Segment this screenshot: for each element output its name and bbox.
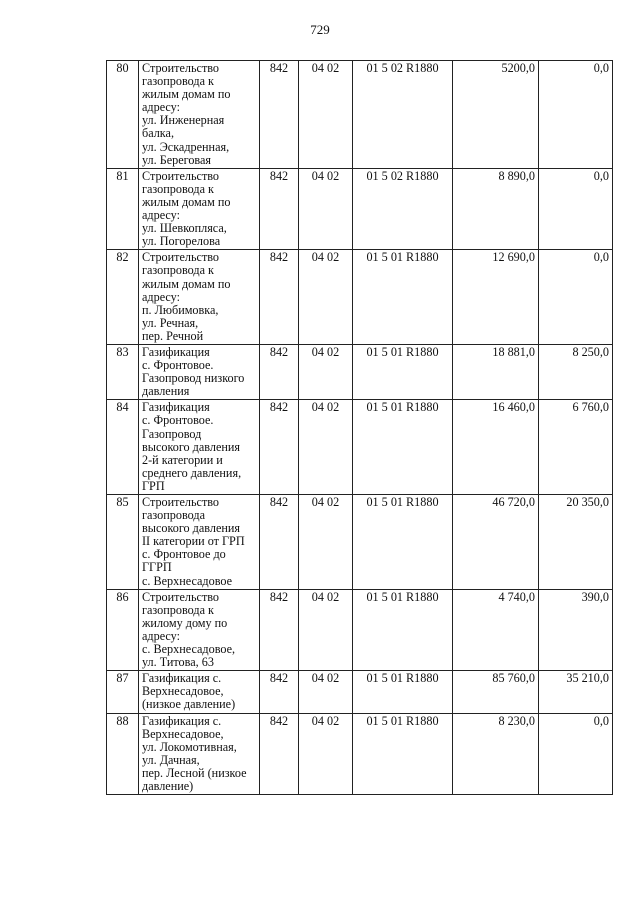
ministry-code-cell: 842 — [260, 250, 299, 345]
object-name-line: газопровода к — [142, 602, 214, 617]
object-name-line: высокого давления — [142, 439, 241, 454]
object-name-line: ул. Речная, — [142, 315, 199, 330]
amount-total-cell: 18 881,0 — [453, 344, 539, 399]
object-name-line: пер. Лесной (низкое — [142, 765, 247, 780]
object-name-line: 2-й категории и — [142, 452, 223, 467]
table-body — [107, 61, 613, 795]
object-name-line: адресу: — [142, 208, 180, 223]
ministry-code-cell: 842 — [260, 168, 299, 250]
target-code-cell: 01 5 01 R1880 — [353, 250, 453, 345]
section-code-cell: 04 02 — [299, 589, 353, 671]
object-name-line: газопровода к — [142, 263, 214, 278]
object-name-line: давления — [142, 384, 190, 399]
object-name-line: балка, — [142, 126, 174, 141]
amount-total-cell: 16 460,0 — [453, 400, 539, 495]
table-row — [107, 168, 613, 250]
object-name-line: ул. Дачная, — [142, 752, 200, 767]
row-number-cell: 87 — [107, 671, 139, 713]
table-row — [107, 344, 613, 399]
ministry-code-cell: 842 — [260, 400, 299, 495]
object-name-cell — [139, 344, 260, 399]
object-name-line: ул. Береговая — [142, 152, 212, 167]
row-number-cell: 84 — [107, 400, 139, 495]
amount-federal-cell: 6 760,0 — [539, 400, 613, 495]
section-code-cell: 04 02 — [299, 168, 353, 250]
object-name-line: ГГРП — [142, 560, 172, 575]
object-name-line: Газопровод — [142, 426, 202, 441]
table-row — [107, 589, 613, 671]
object-name-line: Газопровод низкого — [142, 371, 245, 386]
row-number-cell: 88 — [107, 713, 139, 795]
object-name-line: Строительство — [142, 589, 220, 604]
amount-total-cell: 85 760,0 — [453, 671, 539, 713]
object-name-line: ул. Титова, 63 — [142, 655, 214, 670]
object-name-cell — [139, 61, 260, 169]
object-name-line: жилому дому по — [142, 615, 228, 630]
object-name-line: Строительство — [142, 495, 220, 509]
amount-total-cell: 8 230,0 — [453, 713, 539, 795]
object-name-line: Верхнесадовое, — [142, 726, 224, 741]
object-name-line: Газификация — [142, 400, 210, 415]
target-code-cell: 01 5 01 R1880 — [353, 400, 453, 495]
object-name-line: Газификация с. — [142, 671, 222, 686]
amount-federal-cell: 0,0 — [539, 61, 613, 169]
amount-federal-cell: 0,0 — [539, 168, 613, 250]
object-name-line: жилым домам по — [142, 87, 231, 102]
section-code-cell: 04 02 — [299, 400, 353, 495]
section-code-cell: 04 02 — [299, 671, 353, 713]
object-name-line: с. Фронтовое. — [142, 358, 214, 373]
object-name-line: адресу: — [142, 289, 180, 304]
object-name-cell — [139, 400, 260, 495]
amount-federal-cell: 20 350,0 — [539, 495, 613, 590]
ministry-code-cell: 842 — [260, 589, 299, 671]
object-name-cell — [139, 168, 260, 250]
row-number-cell: 81 — [107, 168, 139, 250]
table-row — [107, 671, 613, 713]
amount-total-cell: 12 690,0 — [453, 250, 539, 345]
row-number-cell: 85 — [107, 495, 139, 590]
row-number-cell: 80 — [107, 61, 139, 169]
target-code-cell: 01 5 01 R1880 — [353, 495, 453, 590]
object-name-line: Строительство — [142, 250, 220, 265]
ministry-code-cell: 842 — [260, 495, 299, 590]
object-name-line: с. Верхнесадовое, — [142, 642, 236, 657]
page-number: 729 — [310, 22, 330, 37]
amount-total-cell: 5200,0 — [453, 61, 539, 169]
amount-federal-cell: 0,0 — [539, 713, 613, 795]
target-code-cell: 01 5 01 R1880 — [353, 589, 453, 671]
object-name-line: п. Любимовка, — [142, 302, 219, 317]
amount-total-cell: 46 720,0 — [453, 495, 539, 590]
target-code-cell: 01 5 01 R1880 — [353, 344, 453, 399]
target-code-cell: 01 5 02 R1880 — [353, 168, 453, 250]
table-row — [107, 495, 613, 590]
object-name-cell — [139, 589, 260, 671]
object-name-line: газопровода к — [142, 74, 214, 89]
section-code-cell: 04 02 — [299, 495, 353, 590]
object-name-line: газопровода — [142, 508, 205, 523]
object-name-line: Строительство — [142, 61, 220, 75]
object-name-cell — [139, 495, 260, 590]
object-name-line: среднего давления, — [142, 465, 242, 480]
section-code-cell: 04 02 — [299, 250, 353, 345]
object-name-line: ул. Эскадренная, — [142, 139, 230, 154]
object-name-line: пер. Речной — [142, 328, 204, 343]
amount-total-cell: 4 740,0 — [453, 589, 539, 671]
table-row — [107, 61, 613, 169]
object-name-line: высокого давления — [142, 521, 241, 536]
target-code-cell: 01 5 02 R1880 — [353, 61, 453, 169]
object-name-line: жилым домам по — [142, 276, 231, 291]
object-name-line: с. Фронтовое. — [142, 413, 214, 428]
section-code-cell: 04 02 — [299, 713, 353, 795]
table-row — [107, 250, 613, 345]
object-name-line: Верхнесадовое, — [142, 684, 224, 699]
object-name-line: ГРП — [142, 478, 165, 493]
amount-federal-cell: 35 210,0 — [539, 671, 613, 713]
table-row — [107, 713, 613, 795]
object-name-line: с. Верхнесадовое — [142, 573, 233, 588]
amount-total-cell: 8 890,0 — [453, 168, 539, 250]
object-name-line: адресу: — [142, 628, 180, 643]
object-name-line: адресу: — [142, 100, 180, 115]
object-name-line: II категории от ГРП — [142, 534, 245, 549]
ministry-code-cell: 842 — [260, 344, 299, 399]
table-row — [107, 400, 613, 495]
target-code-cell: 01 5 01 R1880 — [353, 671, 453, 713]
object-name-line: ул. Шевкопляса, — [142, 221, 227, 236]
section-code-cell: 04 02 — [299, 344, 353, 399]
budget-table — [106, 60, 613, 795]
object-name-line: ул. Погорелова — [142, 234, 221, 249]
object-name-line: жилым домам по — [142, 194, 231, 209]
object-name-line: давление) — [142, 778, 194, 793]
ministry-code-cell: 842 — [260, 713, 299, 795]
object-name-line: Строительство — [142, 168, 220, 183]
ministry-code-cell: 842 — [260, 671, 299, 713]
object-name-line: газопровода к — [142, 181, 214, 196]
row-number-cell: 82 — [107, 250, 139, 345]
object-name-line: Газификация с. — [142, 713, 222, 728]
object-name-line: ул. Инженерная — [142, 113, 225, 128]
amount-federal-cell: 0,0 — [539, 250, 613, 345]
target-code-cell: 01 5 01 R1880 — [353, 713, 453, 795]
object-name-line: Газификация — [142, 344, 210, 359]
row-number-cell: 86 — [107, 589, 139, 671]
object-name-line: с. Фронтовое до — [142, 547, 226, 562]
object-name-cell — [139, 713, 260, 795]
object-name-line: ул. Локомотивная, — [142, 739, 237, 754]
section-code-cell: 04 02 — [299, 61, 353, 169]
row-number-cell: 83 — [107, 344, 139, 399]
object-name-line: (низкое давление) — [142, 697, 236, 712]
amount-federal-cell: 390,0 — [539, 589, 613, 671]
object-name-cell — [139, 250, 260, 345]
amount-federal-cell: 8 250,0 — [539, 344, 613, 399]
object-name-cell — [139, 671, 260, 713]
ministry-code-cell: 842 — [260, 61, 299, 169]
